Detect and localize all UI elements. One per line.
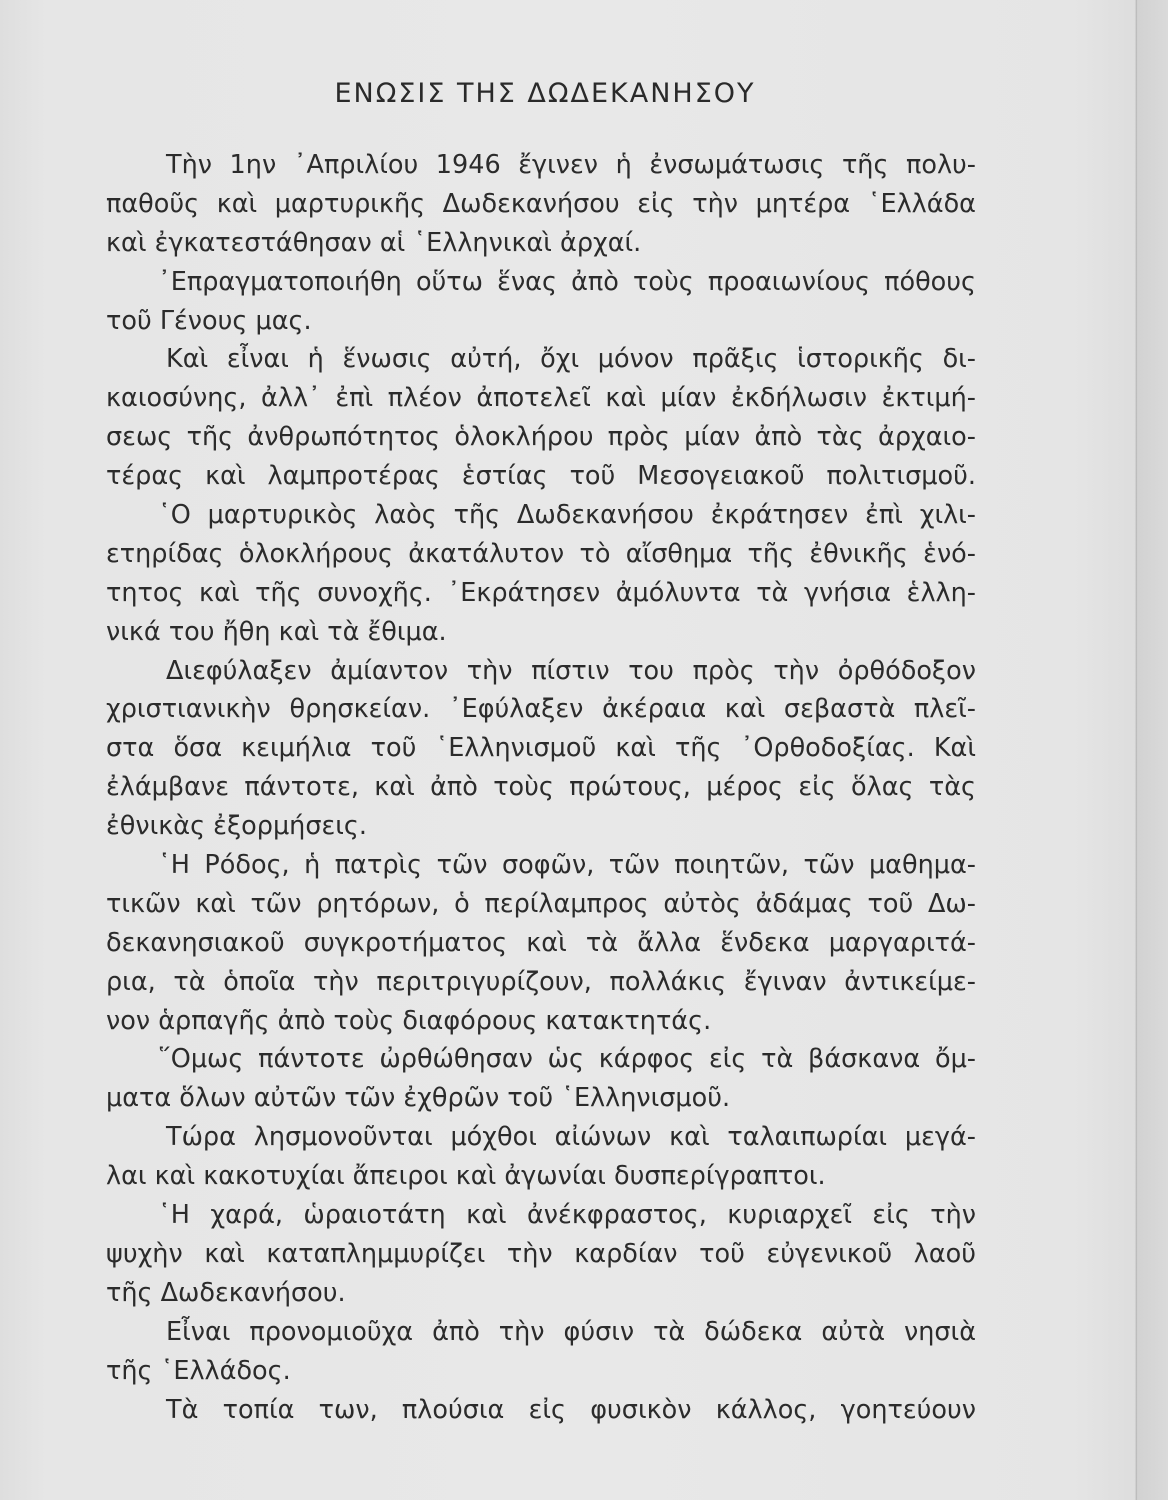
text-line: νικά του ἤθη καὶ τὰ ἔθιμα.	[106, 616, 447, 647]
page-title: ΕΝΩΣΙΣ ΤΗΣ ΔΩΔΕΚΑΝΗΣΟΥ	[334, 78, 756, 109]
text-line: Τὰ τοπία των, πλούσια εἰς φυσικὸν κάλλος, γοητεύουν	[166, 1394, 976, 1425]
text-line: στα ὅσα κειμήλια τοῦ ῾Ελληνισμοῦ καὶ τῆς ᾿Ορθοδοξίας. Καὶ	[106, 733, 976, 764]
text-line: Καὶ εἶναι ἡ ἕνωσις αὐτή, ὄχι μόνον πρᾶξις ἱστορικῆς δι-	[166, 344, 976, 375]
text-line: ετηρίδας ὁλοκλήρους ἀκατάλυτον τὸ αἴσθημα τῆς ἐθνικῆς ἑνό-	[106, 538, 976, 569]
text-line: τῆς Δωδεκανήσου.	[106, 1277, 346, 1308]
text-line: τέρας καὶ λαμπροτέρας ἑστίας τοῦ Μεσογειακοῦ πολιτισμοῦ.	[106, 461, 976, 492]
body-text	[106, 146, 976, 1429]
text-line: καὶ ἐγκατεστάθησαν αἱ ῾Ελληνικαὶ ἀρχαί.	[106, 227, 642, 258]
text-line: τικῶν καὶ τῶν ρητόρων, ὁ περίλαμπρος αὐτὸς ἀδάμας τοῦ Δω-	[106, 888, 976, 919]
text-line: λαι καὶ κακοτυχίαι ἄπειροι καὶ ἀγωνίαι δυσπερίγραπτοι.	[106, 1161, 826, 1192]
text-line: τῆς ῾Ελλάδος.	[106, 1355, 291, 1386]
text-line: παθοῦς καὶ μαρτυρικῆς Δωδεκανήσου εἰς τὴν μητέρα ῾Ελλάδα	[106, 188, 976, 219]
text-line: νον ἁρπαγῆς ἀπὸ τοὺς διαφόρους κατακτητάς.	[106, 1005, 712, 1036]
text-line: καιοσύνης, ἀλλ᾿ ἐπὶ πλέον ἀποτελεῖ καὶ μίαν ἐκδήλωσιν ἐκτιμή-	[106, 383, 976, 414]
text-line: τοῦ Γένους μας.	[106, 305, 312, 336]
text-line: ῞Ομως πάντοτε ὠρθώθησαν ὡς κάρφος εἰς τὰ βάσκανα ὄμ-	[158, 1044, 976, 1075]
text-line: ᾿Επραγματοποιήθη οὕτω ἕνας ἀπὸ τοὺς προαιωνίους πόθους	[158, 266, 976, 297]
text-line: Εἶναι προνομιοῦχα ἀπὸ τὴν φύσιν τὰ δώδεκα αὐτὰ νησιὰ	[166, 1316, 976, 1347]
text-line: δεκανησιακοῦ συγκροτήματος καὶ τὰ ἄλλα ἕνδεκα μαργαριτά-	[106, 927, 976, 958]
text-line: σεως τῆς ἀνθρωπότητος ὁλοκλήρου πρὸς μίαν ἀπὸ τὰς ἀρχαιο-	[106, 422, 976, 453]
text-line: ἐλάμβανε πάντοτε, καὶ ἀπὸ τοὺς πρώτους, μέρος εἰς ὅλας τὰς	[106, 772, 976, 803]
text-line: Διεφύλαξεν ἀμίαντον τὴν πίστιν του πρὸς τὴν ὀρθόδοξον	[166, 655, 976, 686]
text-line: ἐθνικὰς ἐξορμήσεις.	[106, 811, 367, 842]
text-line: ψυχὴν καὶ καταπλημμυρίζει τὴν καρδίαν τοῦ εὐγενικοῦ λαοῦ	[106, 1238, 976, 1269]
text-line: ῾Η Ρόδος, ἡ πατρὶς τῶν σοφῶν, τῶν ποιητῶν, τῶν μαθημα-	[158, 850, 976, 881]
text-line: χριστιανικὴν θρησκείαν. ᾿Εφύλαξεν ἀκέραια καὶ σεβαστὰ πλεῖ-	[106, 694, 976, 725]
text-line: Τὴν 1ην ᾿Απριλίου 1946 ἔγινεν ἡ ἐνσωμάτωσις τῆς πολυ-	[166, 150, 976, 180]
text-line: ῾Η χαρά, ὡραιοτάτη καὶ ἀνέκφραστος, κυριαρχεῖ εἰς τὴν	[158, 1200, 976, 1231]
text-line: ῾Ο μαρτυρικὸς λαὸς τῆς Δωδεκανήσου ἐκράτησεν ἐπὶ χιλι-	[158, 500, 976, 531]
text-line: Τώρα λησμονοῦνται μόχθοι αἰώνων καὶ ταλαιπωρίαι μεγά-	[166, 1122, 976, 1153]
page-edge-line	[1135, 0, 1138, 1500]
text-line: ρια, τὰ ὁποῖα τὴν περιτριγυρίζουν, πολλάκις ἔγιναν ἀντικείμε-	[106, 966, 976, 997]
page-edge-shadow	[1138, 0, 1168, 1500]
text-line: ματα ὅλων αὐτῶν τῶν ἐχθρῶν τοῦ ῾Ελληνισμοῦ.	[106, 1083, 731, 1114]
text-line: τητος καὶ τῆς συνοχῆς. ᾿Εκράτησεν ἀμόλυντα τὰ γνήσια ἑλλη-	[106, 577, 976, 608]
